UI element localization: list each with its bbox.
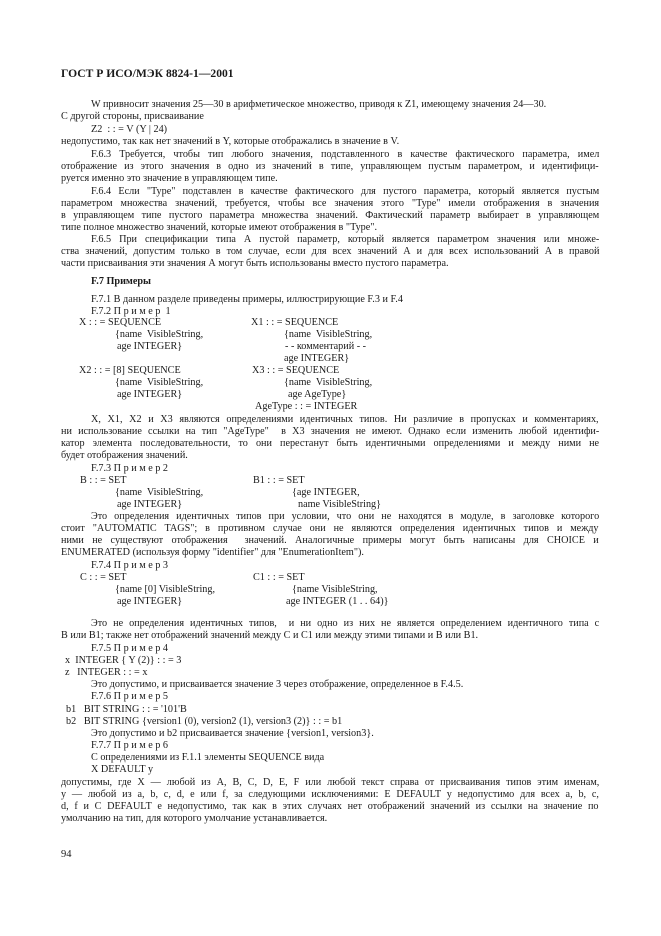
- text-line: B или B1; также нет отображений значений между С и C1 или между этими типами и B или B1.: [61, 630, 479, 641]
- text-line: {name VisibleString,: [115, 377, 204, 388]
- text-line: age INTEGER}: [117, 389, 183, 400]
- text-line: С определениями из F.1.1 элементы SEQUENCE вида: [91, 752, 325, 763]
- text-line: b2 BIT STRING {version1 (0), version2 (1), version3 (2)} : : = b1: [66, 716, 343, 727]
- text-line: руется именно это значение в управляющем типе.: [61, 173, 278, 184]
- text-line: F.6.4 Если "Type" подставлен в качестве фактического для пустого параметра, который является пустым: [91, 186, 600, 197]
- text-line: X, X1, X2 и X3 являются определениями идентичных типов. Ни различие в пропусках и комментариях,: [91, 414, 599, 425]
- text-line: age INTEGER (1 . . 64)}: [286, 596, 389, 607]
- text-line: age INTEGER}: [284, 353, 350, 364]
- text-line: z INTEGER : : = x: [65, 667, 148, 678]
- text-line: {name VisibleString,: [284, 329, 373, 340]
- text-line: ENUMERATED (используя форму "identifier" для "EnumerationItem").: [61, 547, 364, 558]
- text-line: Это определения идентичных типов при условии, что они не находятся в модуле, в заголовке которого: [91, 511, 600, 522]
- text-line: {name VisibleString,: [115, 487, 204, 498]
- text-line: age INTEGER}: [117, 341, 183, 352]
- text-line: X2 : : = [8] SEQUENCE: [79, 365, 181, 376]
- text-line: типе полное множество значений, которые имеют отображения в "Type".: [61, 222, 377, 233]
- text-line: age INTEGER}: [117, 499, 183, 510]
- text-line: Z2 : : = V (Y | 24): [91, 124, 168, 135]
- text-line: недопустимо, так как нет значений в Y, которые отображались в значение в V.: [61, 136, 400, 147]
- text-line: B1 : : = SET: [253, 475, 305, 486]
- text-line: допустимы, где Х — любой из А, В, С, D, Е, F или любой текст справа от присваивания типов этим именам,: [61, 777, 600, 788]
- text-line: части присваивания эти значения А могут быть использованы вместо пустого параметра.: [61, 258, 449, 269]
- text-line: F.7.6 П р и м е р 5: [91, 691, 169, 702]
- text-line: AgeType : : = INTEGER: [255, 401, 358, 412]
- text-line: {name VisibleString,: [115, 329, 204, 340]
- text-line: Это не определения идентичных типов, и ни одно из них не является определением идентичного типа с: [91, 618, 600, 629]
- text-line: {name [0] VisibleString,: [115, 584, 216, 595]
- text-line: параметром множества значений, требуется, чтобы все значения этого "Type" имели отображения в значения: [61, 198, 600, 209]
- text-line: F.7.3 П р и м е р 2: [91, 463, 169, 474]
- text-line: С другой стороны, присваивание: [61, 111, 204, 122]
- text-line: Это допустимо, и присваивается значение 3 через отображение, определенное в F.4.5.: [91, 679, 464, 690]
- text-line: X : : = SEQUENCE: [79, 317, 162, 328]
- text-line: ни использование ссылки на тип "AgeType" в X3 значения не имеют. Однако если изменить любой идентифи-: [61, 426, 600, 437]
- text-line: X3 : : = SEQUENCE: [252, 365, 340, 376]
- text-line: F.7.2 П р и м е р 1: [91, 306, 171, 317]
- text-line: F.7.7 П р и м е р 6: [91, 740, 169, 751]
- text-line: Это допустимо и b2 присваивается значение {version1, version3}.: [91, 728, 374, 739]
- text-line: C1 : : = SET: [253, 572, 305, 583]
- text-line: B : : = SET: [80, 475, 127, 486]
- text-line: X DEFAULT y: [91, 764, 154, 775]
- text-line: умолчанию на тип, для которого умолчание устанавливается.: [61, 813, 328, 824]
- page-number: 94: [61, 849, 72, 860]
- text-line: age AgeType}: [288, 389, 347, 400]
- text-line: стоит "AUTOMATIC TAGS"; в противном случае они не являются определения идентичных типов и между: [61, 523, 599, 534]
- text-line: у — любой из a, b, c, d, e или f, за следующими исключениями: E DEFAULT y недопустимо для всех a, b, c,: [61, 789, 599, 800]
- text-line: name VisibleString}: [298, 499, 382, 510]
- text-line: W привносит значения 25—30 в арифметическое множество, приводя к Z1, имеющему значения 24—30.: [91, 99, 547, 110]
- text-line: F.6.3 Требуется, чтобы тип любого значения, подставленного в качестве фактического параметра, имел: [91, 149, 600, 160]
- text-line: ства значений, допустим только в том случае, если для всех значений А и для всех использований А в правой: [61, 246, 600, 257]
- text-line: катор элемента последовательности, то они перестанут быть идентичными определениями и между ними не: [61, 438, 600, 449]
- text-line: F.7.1 В данном разделе приведены примеры, иллюстрирующие F.3 и F.4: [91, 294, 403, 305]
- text-line: F.6.5 При спецификации типа А пустой параметр, который является параметром значения или множе-: [91, 234, 600, 245]
- text-line: в управляющем типе пустого параметра множества значений. Фактический параметр выбирает в управляющем: [61, 210, 600, 221]
- text-line: - - комментарий - -: [285, 341, 367, 352]
- text-line: X1 : : = SEQUENCE: [251, 317, 339, 328]
- text-line: {age INTEGER,: [292, 487, 360, 498]
- text-line: будет отображения значений.: [61, 450, 188, 461]
- text-line: F.7.4 П р и м е р 3: [91, 560, 169, 571]
- text-line: {name VisibleString,: [292, 584, 378, 595]
- text-line: b1 BIT STRING : : = '101'B: [66, 704, 187, 715]
- text-line: F.7.5 П р и м е р 4: [91, 643, 169, 654]
- section-heading: F.7 Примеры: [91, 276, 152, 287]
- text-line: x INTEGER { Y (2)} : : = 3: [65, 655, 182, 666]
- text-line: C : : = SET: [80, 572, 127, 583]
- text-line: {name VisibleString,: [284, 377, 373, 388]
- page-header-title: ГОСТ Р ИСО/МЭК 8824-1—2001: [61, 67, 234, 80]
- text-line: отображение из этого значения в одно из значений в типе, управляющем пустым параметром, и идентифици-: [61, 161, 599, 172]
- text-line: ними не существуют отображения значений. Аналогичные примеры могут быть написаны для CHOICE и: [61, 535, 599, 546]
- text-line: d, f и C DEFAULT e недопустимо, так как в этих случаях нет отображений значений из ссылки на значение по: [61, 801, 599, 812]
- text-line: age INTEGER}: [117, 596, 183, 607]
